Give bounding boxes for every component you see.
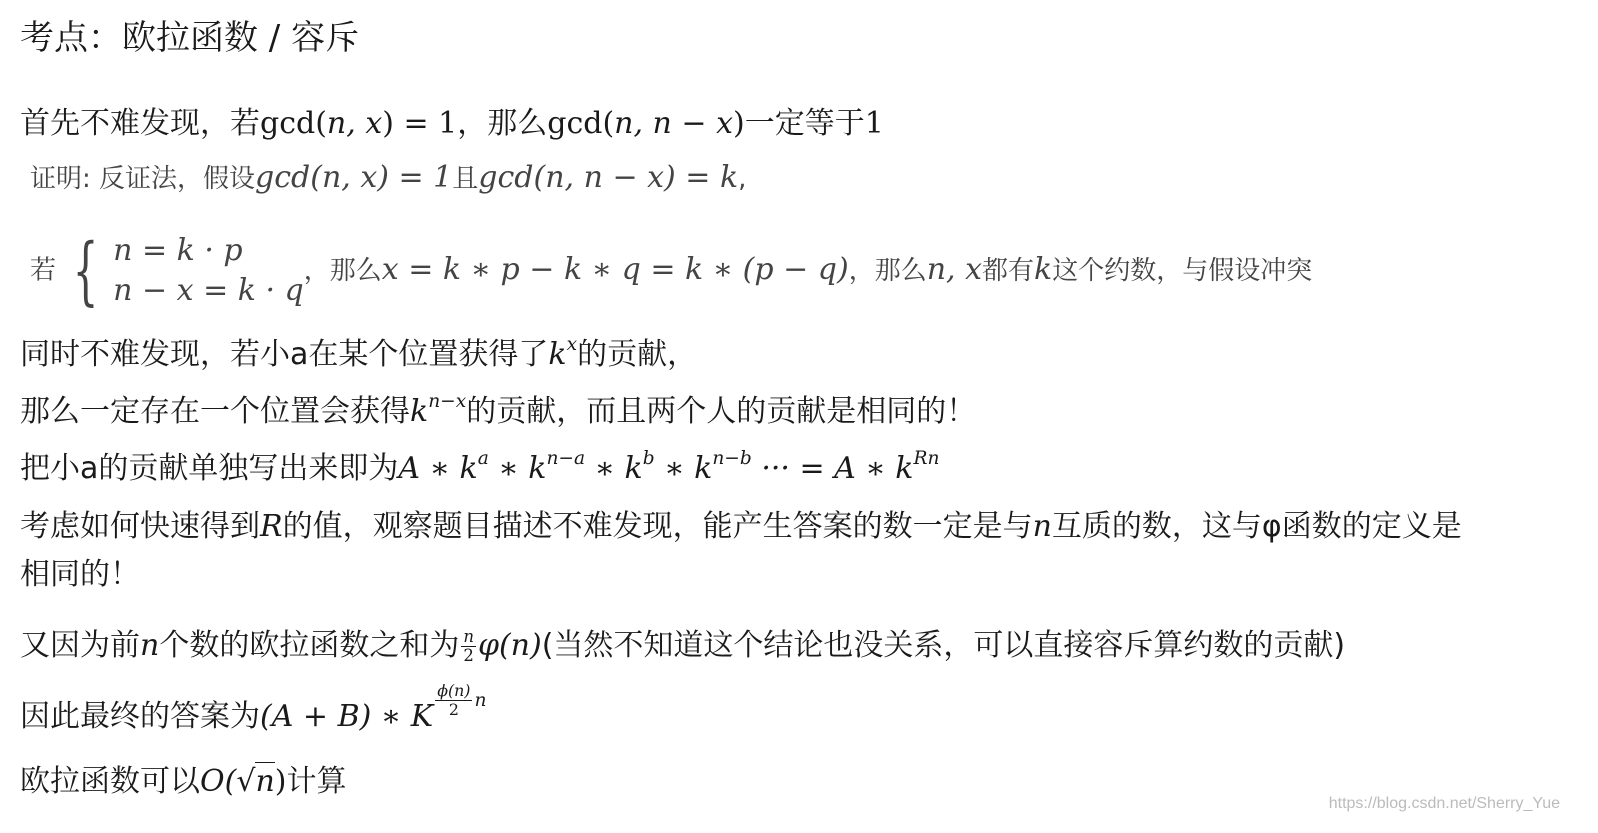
page-title: 考点：欧拉函数 / 容斥 bbox=[20, 18, 360, 58]
euler-sum-line: 又因为前n个数的欧拉函数之和为 $\frac{n}{2}$ φ(n)(当然不知道这个结论也没关系，可以直接容斥算约数的贡献) bbox=[20, 626, 1346, 665]
watermark: https://blog.csdn.net/Sherry_Yue bbox=[1328, 795, 1560, 812]
complexity-line: 欧拉函数可以O(√n)计算 bbox=[20, 764, 347, 799]
symmetric-contribution-line: 那么一定存在一个位置会获得$k^{n-x}$的贡献，而且两个人的贡献是相同的！ bbox=[20, 391, 977, 429]
coprime-paragraph-line1: 考虑如何快速得到R的值，观察题目描述不难发现，能产生答案的数一定是与n互质的数，这与φ函数的定义是 bbox=[20, 509, 1462, 544]
final-answer-line: 因此最终的答案为(A + B) ∗ K $^{\frac{\phi(n)}{2} n}$ bbox=[20, 681, 487, 734]
equation-system: { n = k · p n − x = k · q bbox=[72, 227, 304, 314]
product-formula-line: 把小a的贡献单独写出来即为A ∗ $k^a$ ∗ $k^{n-a}$ ∗ $k^b$ ∗ $k^{n-b}$ ··· = A ∗ $k^{Rn}$ bbox=[20, 448, 940, 486]
proof-system: 若 { n = k · p n − x = k · q ，那么x = k ∗ p − k ∗ q = k ∗ (p − q)，那么n, x都有k这个约数，与假设冲突 bbox=[30, 227, 1313, 314]
coprime-paragraph-line2: 相同的！ bbox=[20, 557, 140, 592]
contribution-line: 同时不难发现，若小a在某个位置获得了$k^x$的贡献， bbox=[20, 334, 698, 372]
proof-line: 证明: 反证法，假设gcd(n, x) = 1且gcd(n, n − x) = k, bbox=[30, 160, 747, 195]
observation-gcd: 首先不难发现，若gcd(n, x) = 1，那么gcd(n, n − x)一定等于1 bbox=[20, 106, 884, 141]
